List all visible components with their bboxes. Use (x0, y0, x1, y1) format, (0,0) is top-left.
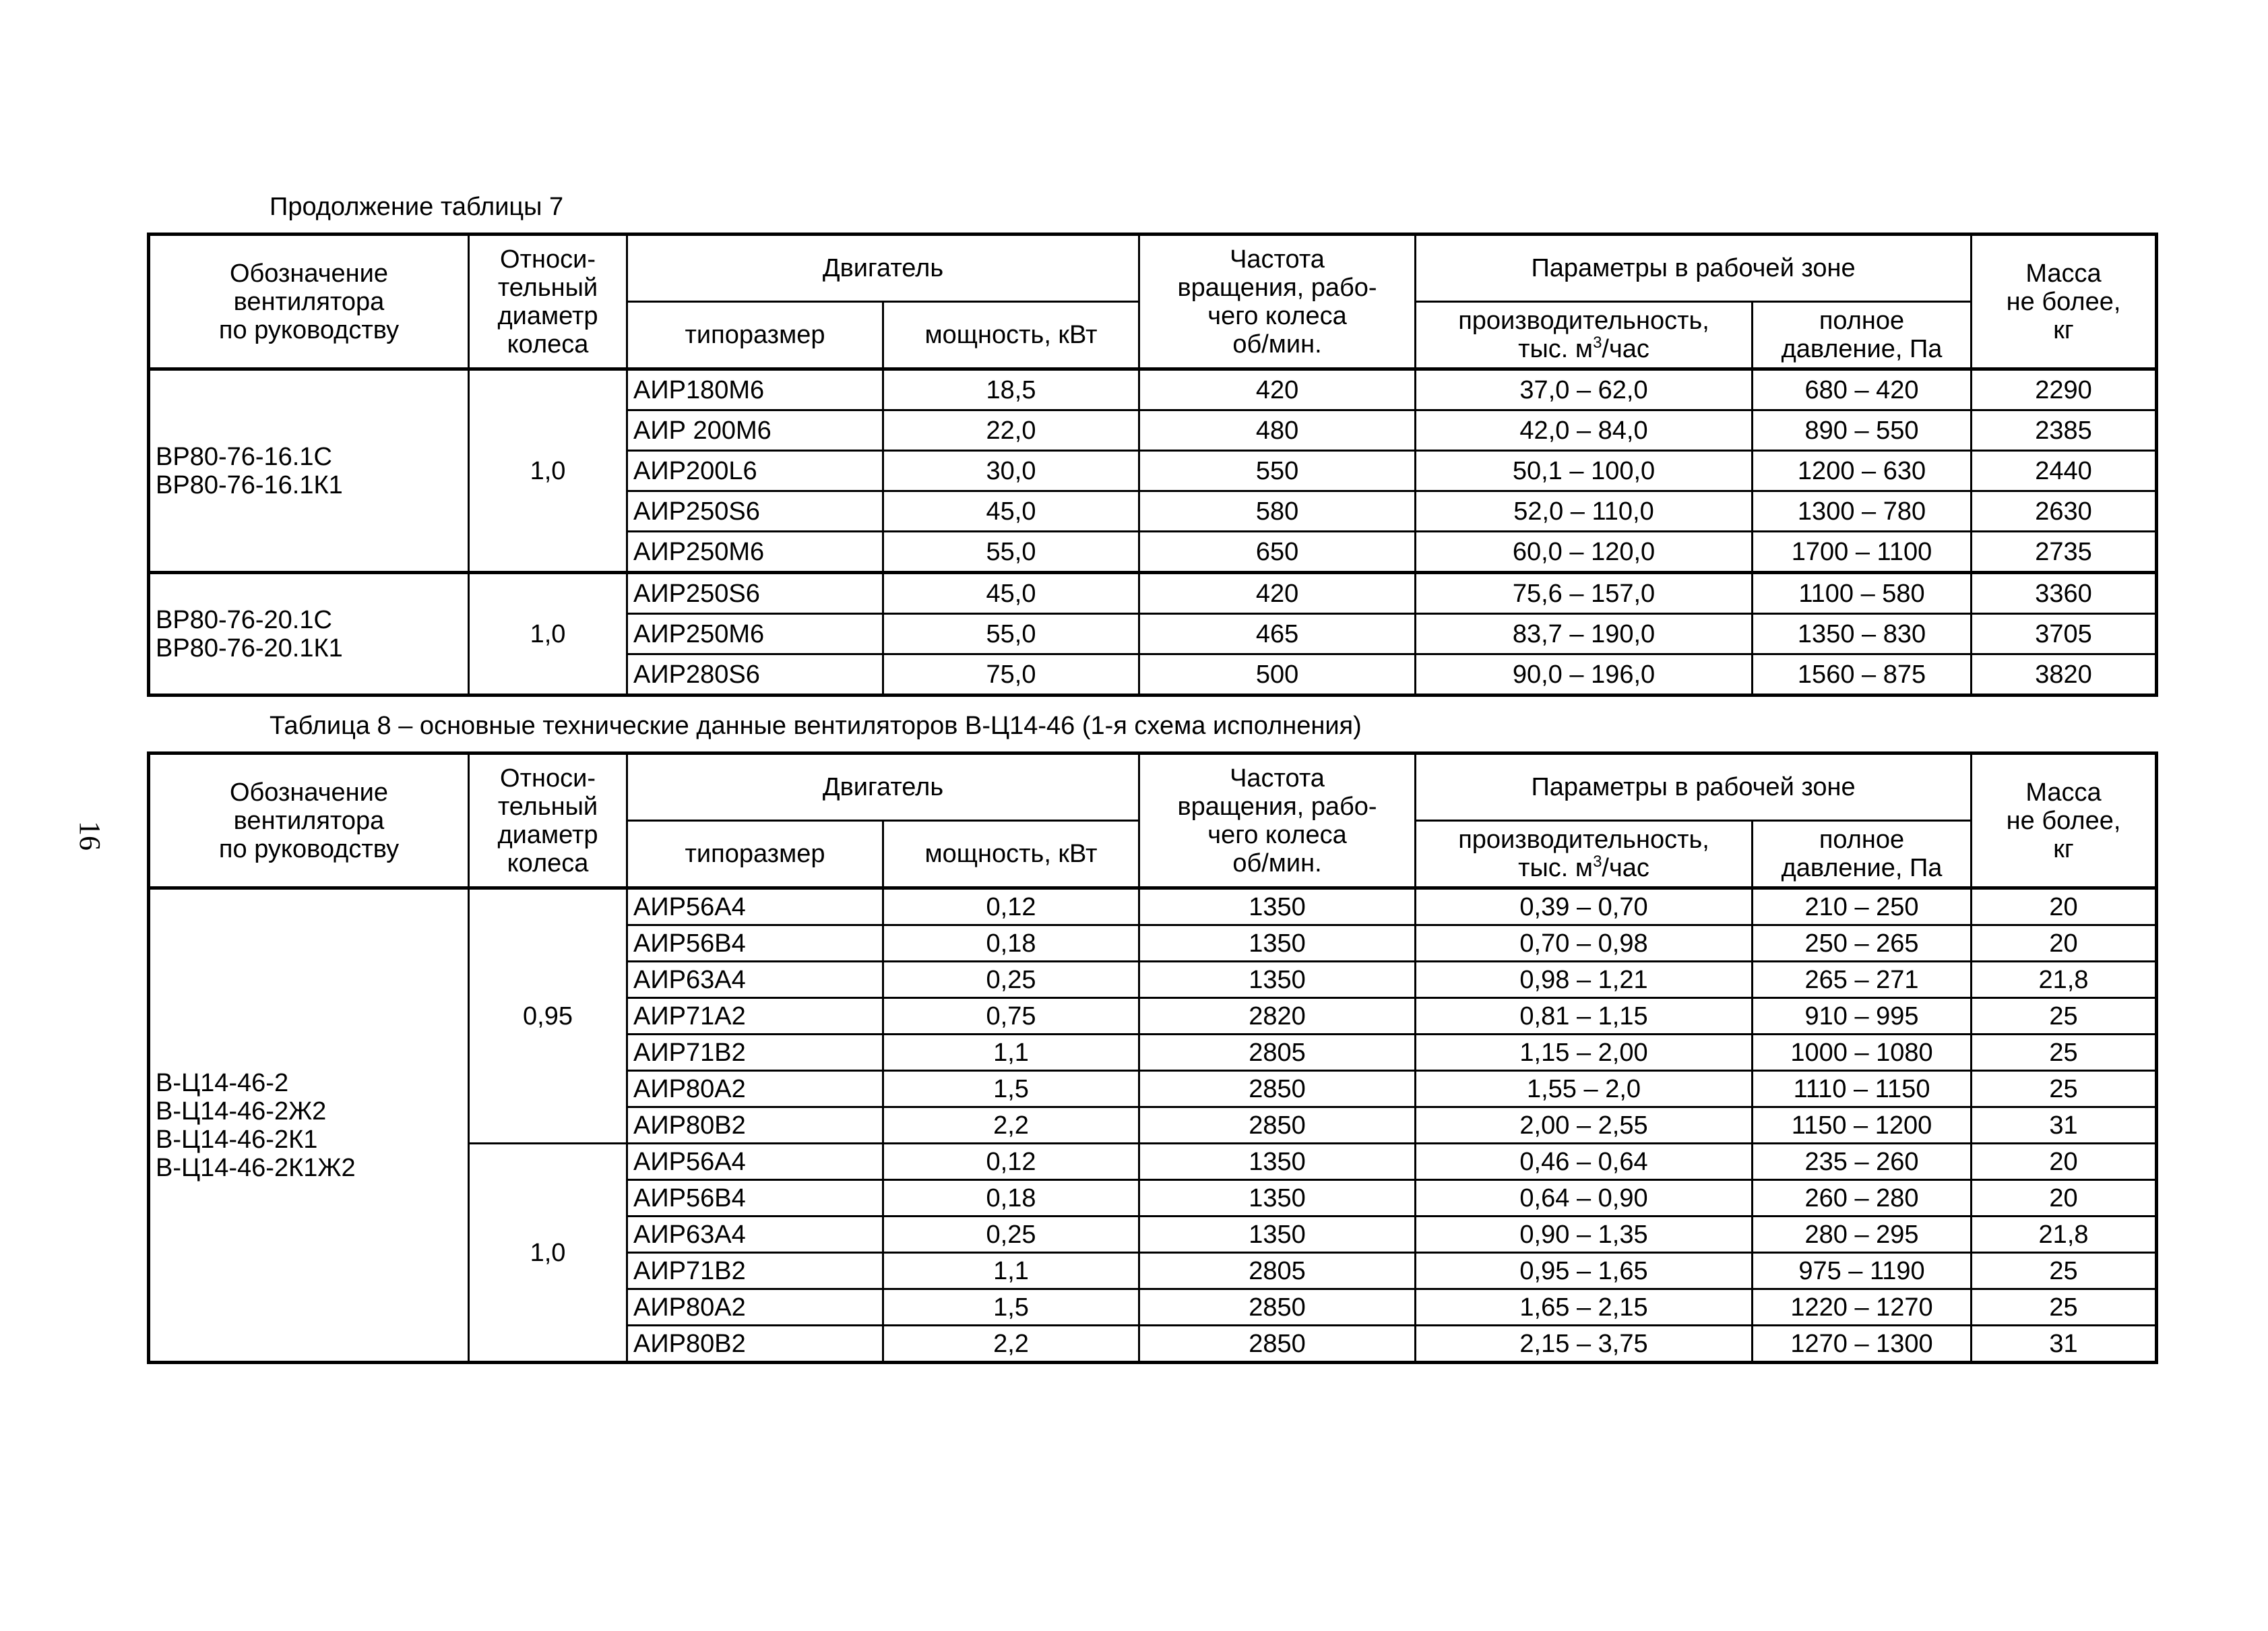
rotation-speed: 1350 (1139, 888, 1416, 925)
rotation-speed: 2805 (1139, 1253, 1416, 1289)
designation-line: В-Ц14-46-2Ж2 (156, 1097, 327, 1126)
rotation-speed: 2850 (1139, 1289, 1416, 1326)
table-row (149, 888, 2157, 925)
capacity-range: 1,55 – 2,0 (1416, 1071, 1753, 1107)
motor-type: АИР63А4 (627, 962, 883, 998)
capacity-range: 0,70 – 0,98 (1416, 925, 1753, 962)
relative-diameter: 1,0 (469, 369, 627, 573)
mass-value: 2440 (1972, 451, 2157, 491)
pressure-range: 1560 – 875 (1753, 654, 1972, 696)
mass-value: 3705 (1972, 614, 2157, 654)
rotation-speed: 480 (1139, 410, 1416, 451)
mass-value: 2385 (1972, 410, 2157, 451)
motor-power: 2,2 (883, 1326, 1139, 1363)
relative-diameter: 1,0 (469, 573, 627, 696)
header-motor-type: типоразмер (627, 821, 883, 888)
capacity-range: 0,64 – 0,90 (1416, 1180, 1753, 1217)
fan-designation (149, 573, 469, 696)
motor-type: АИР250S6 (627, 491, 883, 532)
pressure-range: 1150 – 1200 (1753, 1107, 1972, 1144)
table-7 (147, 233, 2158, 697)
capacity-range: 0,81 – 1,15 (1416, 998, 1753, 1035)
header-text: Масса (2025, 259, 2102, 288)
header-superscript: 3 (1593, 334, 1602, 352)
capacity-range: 50,1 – 100,0 (1416, 451, 1753, 491)
table-header (149, 753, 2157, 888)
table-row (149, 573, 2157, 614)
mass-value: 31 (1972, 1326, 2157, 1363)
header-text: кг (2053, 315, 2074, 344)
fan-group (149, 369, 2157, 573)
header-text: колеса (507, 330, 589, 359)
header-text: колеса (507, 849, 589, 878)
motor-power: 0,18 (883, 925, 1139, 962)
motor-power: 45,0 (883, 573, 1139, 614)
motor-power: 0,25 (883, 962, 1139, 998)
motor-type: АИР80А2 (627, 1289, 883, 1326)
motor-type: АИР56В4 (627, 925, 883, 962)
pressure-range: 680 – 420 (1753, 369, 1972, 410)
header-text: вентилятора (233, 806, 385, 835)
rotation-speed: 420 (1139, 573, 1416, 614)
table-8 (147, 751, 2158, 1364)
pressure-range: 260 – 280 (1753, 1180, 1972, 1217)
header-text: диаметр (497, 820, 598, 849)
header-text: Частота (1230, 764, 1325, 793)
rotation-speed: 420 (1139, 369, 1416, 410)
mass-value: 2735 (1972, 532, 2157, 573)
motor-type: АИР200L6 (627, 451, 883, 491)
pressure-range: 250 – 265 (1753, 925, 1972, 962)
capacity-range: 1,15 – 2,00 (1416, 1035, 1753, 1071)
designation-line: ВР80-76-20.1С (156, 605, 332, 634)
relative-diameter: 1,0 (469, 1144, 627, 1363)
table7-caption: Продолжение таблицы 7 (270, 193, 564, 221)
capacity-range: 75,6 – 157,0 (1416, 573, 1753, 614)
header-text: тыс. м (1518, 854, 1594, 882)
mass-value: 3360 (1972, 573, 2157, 614)
header-text: тельный (497, 273, 598, 302)
rotation-speed: 2850 (1139, 1071, 1416, 1107)
capacity-range: 90,0 – 196,0 (1416, 654, 1753, 696)
header-motor-power: мощность, кВт (883, 302, 1139, 369)
header-motor-power: мощность, кВт (883, 821, 1139, 888)
rotation-speed: 650 (1139, 532, 1416, 573)
rotation-speed: 1350 (1139, 1180, 1416, 1217)
header-text: диаметр (497, 301, 598, 330)
rotation-speed: 500 (1139, 654, 1416, 696)
mass-value: 3820 (1972, 654, 2157, 696)
header-pressure (1753, 821, 1972, 888)
fan-designation (149, 888, 469, 1363)
rotation-speed: 2850 (1139, 1326, 1416, 1363)
capacity-range: 2,15 – 3,75 (1416, 1326, 1753, 1363)
header-row (149, 235, 2157, 302)
capacity-range: 0,90 – 1,35 (1416, 1217, 1753, 1253)
designation-line: ВР80-76-20.1К1 (156, 634, 343, 663)
motor-type: АИР71В2 (627, 1253, 883, 1289)
pressure-range: 1700 – 1100 (1753, 532, 1972, 573)
motor-power: 2,2 (883, 1107, 1139, 1144)
mass-value: 25 (1972, 1289, 2157, 1326)
header-text: вращения, рабо- (1177, 792, 1377, 821)
header-text: вентилятора (233, 287, 385, 316)
header-row (149, 753, 2157, 821)
header-text: чего колеса (1207, 820, 1347, 849)
capacity-range: 60,0 – 120,0 (1416, 532, 1753, 573)
motor-power: 22,0 (883, 410, 1139, 451)
capacity-range: 52,0 – 110,0 (1416, 491, 1753, 532)
header-motor: Двигатель (627, 235, 1139, 302)
motor-power: 55,0 (883, 532, 1139, 573)
motor-type: АИР280S6 (627, 654, 883, 696)
header-text: полное (1819, 826, 1905, 854)
mass-value: 25 (1972, 1253, 2157, 1289)
header-text: /час (1602, 335, 1649, 363)
header-designation (149, 753, 469, 888)
header-text: производительность, (1458, 826, 1709, 854)
header-text: не более, (2006, 287, 2121, 316)
motor-power: 1,5 (883, 1071, 1139, 1107)
header-text: по руководству (218, 315, 400, 344)
header-text: Относи- (500, 245, 596, 274)
motor-power: 55,0 (883, 614, 1139, 654)
header-pressure (1753, 302, 1972, 369)
page-number: 16 (73, 821, 106, 851)
header-designation (149, 235, 469, 369)
pressure-range: 1350 – 830 (1753, 614, 1972, 654)
header-text: по руководству (218, 834, 400, 863)
motor-type: АИР71В2 (627, 1035, 883, 1071)
table-header (149, 235, 2157, 369)
pressure-range: 1220 – 1270 (1753, 1289, 1972, 1326)
designation-line: В-Ц14-46-2К1Ж2 (156, 1153, 356, 1182)
header-text: Обозначение (229, 259, 388, 288)
motor-type: АИР180М6 (627, 369, 883, 410)
header-params: Параметры в рабочей зоне (1416, 753, 1972, 821)
mass-value: 21,8 (1972, 1217, 2157, 1253)
table-row (149, 369, 2157, 410)
pressure-range: 210 – 250 (1753, 888, 1972, 925)
pressure-range: 1200 – 630 (1753, 451, 1972, 491)
capacity-range: 42,0 – 84,0 (1416, 410, 1753, 451)
header-params: Параметры в рабочей зоне (1416, 235, 1972, 302)
rotation-speed: 2850 (1139, 1107, 1416, 1144)
rotation-speed: 2820 (1139, 998, 1416, 1035)
mass-value: 31 (1972, 1107, 2157, 1144)
capacity-range: 0,39 – 0,70 (1416, 888, 1753, 925)
pressure-range: 890 – 550 (1753, 410, 1972, 451)
motor-type: АИР80А2 (627, 1071, 883, 1107)
header-motor-type: типоразмер (627, 302, 883, 369)
header-mass (1972, 753, 2157, 888)
header-text: /час (1602, 854, 1649, 882)
rotation-speed: 1350 (1139, 1144, 1416, 1180)
pressure-range: 1270 – 1300 (1753, 1326, 1972, 1363)
fan-group (149, 888, 2157, 1363)
capacity-range: 0,95 – 1,65 (1416, 1253, 1753, 1289)
header-superscript: 3 (1593, 853, 1602, 871)
table8-caption: Таблица 8 – основные технические данные вентиляторов В-Ц14-46 (1-я схема исполнения) (270, 712, 1362, 740)
motor-type: АИР 200М6 (627, 410, 883, 451)
capacity-range: 0,46 – 0,64 (1416, 1144, 1753, 1180)
header-text: тыс. м (1518, 335, 1594, 363)
header-text: Обозначение (229, 778, 388, 807)
header-text: Относи- (500, 764, 596, 793)
motor-type: АИР250S6 (627, 573, 883, 614)
header-text: Масса (2025, 778, 2102, 807)
motor-power: 45,0 (883, 491, 1139, 532)
designation-line: ВР80-76-16.1К1 (156, 470, 343, 499)
rotation-speed: 2805 (1139, 1035, 1416, 1071)
header-text: Частота (1230, 245, 1325, 274)
mass-value: 25 (1972, 998, 2157, 1035)
header-text: не более, (2006, 806, 2121, 835)
header-text: вращения, рабо- (1177, 273, 1377, 302)
pressure-range: 235 – 260 (1753, 1144, 1972, 1180)
motor-type: АИР56В4 (627, 1180, 883, 1217)
capacity-range: 2,00 – 2,55 (1416, 1107, 1753, 1144)
header-text: об/мин. (1232, 849, 1322, 878)
pressure-range: 910 – 995 (1753, 998, 1972, 1035)
capacity-range: 83,7 – 190,0 (1416, 614, 1753, 654)
fan-group (149, 573, 2157, 696)
header-text: тельный (497, 792, 598, 821)
mass-value: 20 (1972, 925, 2157, 962)
mass-value: 21,8 (1972, 962, 2157, 998)
motor-type: АИР71А2 (627, 998, 883, 1035)
header-capacity (1416, 821, 1753, 888)
mass-value: 2290 (1972, 369, 2157, 410)
motor-power: 1,1 (883, 1035, 1139, 1071)
header-diameter (469, 753, 627, 888)
pressure-range: 280 – 295 (1753, 1217, 1972, 1253)
pressure-range: 1100 – 580 (1753, 573, 1972, 614)
motor-type: АИР56А4 (627, 888, 883, 925)
motor-power: 75,0 (883, 654, 1139, 696)
rotation-speed: 1350 (1139, 925, 1416, 962)
capacity-range: 0,98 – 1,21 (1416, 962, 1753, 998)
pressure-range: 975 – 1190 (1753, 1253, 1972, 1289)
motor-power: 0,75 (883, 998, 1139, 1035)
fan-designation (149, 369, 469, 573)
header-text: производительность, (1458, 307, 1709, 335)
header-text: кг (2053, 834, 2074, 863)
motor-type: АИР63А4 (627, 1217, 883, 1253)
motor-type: АИР80В2 (627, 1326, 883, 1363)
header-text: чего колеса (1207, 301, 1347, 330)
pressure-range: 1000 – 1080 (1753, 1035, 1972, 1071)
mass-value: 2630 (1972, 491, 2157, 532)
header-rpm (1139, 753, 1416, 888)
motor-type: АИР250М6 (627, 532, 883, 573)
motor-power: 0,12 (883, 888, 1139, 925)
motor-type: АИР80В2 (627, 1107, 883, 1144)
rotation-speed: 1350 (1139, 1217, 1416, 1253)
header-text: полное (1819, 307, 1905, 335)
motor-power: 30,0 (883, 451, 1139, 491)
mass-value: 25 (1972, 1071, 2157, 1107)
motor-power: 0,12 (883, 1144, 1139, 1180)
designation-line: В-Ц14-46-2 (156, 1068, 289, 1097)
motor-power: 0,18 (883, 1180, 1139, 1217)
capacity-range: 1,65 – 2,15 (1416, 1289, 1753, 1326)
header-diameter (469, 235, 627, 369)
capacity-range: 37,0 – 62,0 (1416, 369, 1753, 410)
header-text: об/мин. (1232, 330, 1322, 359)
mass-value: 20 (1972, 888, 2157, 925)
rotation-speed: 580 (1139, 491, 1416, 532)
mass-value: 25 (1972, 1035, 2157, 1071)
rotation-speed: 1350 (1139, 962, 1416, 998)
header-rpm (1139, 235, 1416, 369)
pressure-range: 265 – 271 (1753, 962, 1972, 998)
header-mass (1972, 235, 2157, 369)
motor-power: 0,25 (883, 1217, 1139, 1253)
mass-value: 20 (1972, 1180, 2157, 1217)
designation-line: В-Ц14-46-2К1 (156, 1125, 318, 1154)
motor-power: 1,5 (883, 1289, 1139, 1326)
rotation-speed: 465 (1139, 614, 1416, 654)
header-capacity (1416, 302, 1753, 369)
motor-power: 18,5 (883, 369, 1139, 410)
header-motor: Двигатель (627, 753, 1139, 821)
pressure-range: 1110 – 1150 (1753, 1071, 1972, 1107)
rotation-speed: 550 (1139, 451, 1416, 491)
motor-type: АИР250М6 (627, 614, 883, 654)
mass-value: 20 (1972, 1144, 2157, 1180)
designation-line: ВР80-76-16.1С (156, 442, 332, 471)
pressure-range: 1300 – 780 (1753, 491, 1972, 532)
relative-diameter: 0,95 (469, 888, 627, 1144)
header-text: давление, Па (1781, 335, 1943, 363)
motor-type: АИР56А4 (627, 1144, 883, 1180)
header-text: давление, Па (1781, 854, 1943, 882)
motor-power: 1,1 (883, 1253, 1139, 1289)
